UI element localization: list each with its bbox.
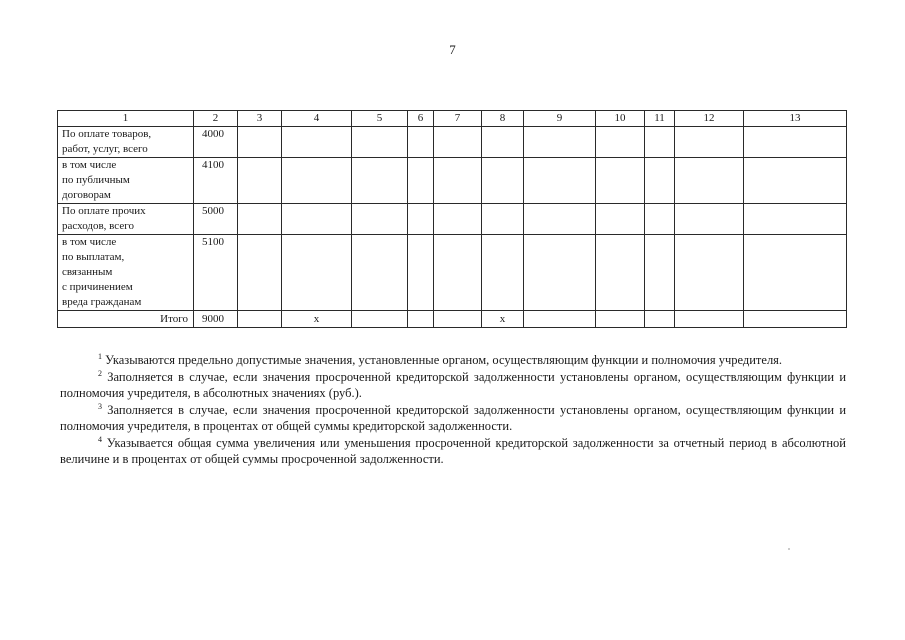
table-cell: [482, 127, 524, 158]
footnote-mark: 1: [98, 352, 102, 361]
row-label-line: в том числе: [62, 159, 117, 171]
scan-speck: [788, 548, 790, 550]
row-label: [58, 204, 194, 235]
table-cell: [744, 127, 847, 158]
table-cell: [238, 127, 282, 158]
table-cell: [596, 235, 645, 311]
table-cell: [434, 311, 482, 328]
table-cell: [238, 204, 282, 235]
row-label: [58, 158, 194, 204]
row-label-line: по выплатам,: [62, 251, 125, 263]
table-cell: [524, 311, 596, 328]
table-cell: [645, 235, 675, 311]
row-label-line: связанным: [62, 266, 113, 278]
row-label-line: работ, услуг, всего: [62, 143, 148, 155]
table-cell: [524, 127, 596, 158]
table-cell: [675, 311, 744, 328]
table-cell: [482, 158, 524, 204]
column-header: 11: [645, 111, 675, 127]
table-cell: [282, 204, 352, 235]
footnote: [60, 352, 846, 369]
table-cell: [352, 311, 408, 328]
table-cell: [434, 127, 482, 158]
column-header: 9: [524, 111, 596, 127]
footnote: [60, 369, 846, 402]
x-mark-cell: х: [282, 311, 352, 328]
row-code: 4000: [194, 127, 238, 158]
table-cell: [675, 127, 744, 158]
row-label-line: в том числе: [62, 236, 117, 248]
row-code: 9000: [194, 311, 238, 328]
table-cell: [744, 235, 847, 311]
row-label-line: договорам: [62, 189, 111, 201]
footnote-text: Заполняется в случае, если значения просроченной кредиторской задолженности установлены органом, осуществляющим функции и полномочия учредителя, в процентах от общей суммы кредиторской задолженности.: [60, 402, 847, 433]
footnote-text: Заполняется в случае, если значения просроченной кредиторской задолженности установлены органом, осуществляющим функции и полномочия учредителя, в абсолютных значениях (руб.).: [60, 369, 847, 400]
table-cell: [434, 158, 482, 204]
footnotes: [60, 352, 846, 468]
table-cell: [744, 204, 847, 235]
table-cell: [352, 127, 408, 158]
table-row: [58, 235, 847, 311]
table-cell: [645, 158, 675, 204]
footnote-text: Указывается общая сумма увеличения или уменьшения просроченной кредиторской задолженности за отчетный период в абсолютной величине и в процентах от общей суммы просроченной задолженности.: [60, 435, 846, 466]
table-cell: [744, 311, 847, 328]
table-cell: [352, 235, 408, 311]
table-cell: [352, 158, 408, 204]
table-row: [58, 158, 847, 204]
row-label: [58, 235, 194, 311]
table-cell: [282, 127, 352, 158]
row-label-line: По оплате прочих: [62, 205, 146, 217]
report-table: [57, 110, 847, 328]
footnote: [60, 435, 846, 468]
table-cell: [524, 158, 596, 204]
table-cell: [434, 204, 482, 235]
table-cell: [482, 235, 524, 311]
table-cell: [352, 204, 408, 235]
table-cell: [434, 235, 482, 311]
footnote: [60, 402, 846, 435]
table-cell: [482, 204, 524, 235]
footnote-mark: 3: [98, 401, 102, 411]
row-code: 5000: [194, 204, 238, 235]
table-cell: [675, 158, 744, 204]
table-row: [58, 127, 847, 158]
table-cell: [645, 204, 675, 235]
row-label-line: по публичным: [62, 174, 130, 186]
table-cell: [408, 127, 434, 158]
footnote-text: Указываются предельно допустимые значения, установленные органом, осуществляющим функции и полномочия учредителя.: [105, 353, 783, 367]
column-header: 2: [194, 111, 238, 127]
table-cell: [645, 311, 675, 328]
x-mark-cell: х: [482, 311, 524, 328]
column-header: 13: [744, 111, 847, 127]
column-header: 4: [282, 111, 352, 127]
header-row: [58, 111, 847, 127]
table-cell: [282, 235, 352, 311]
row-label-line: с причинением: [62, 281, 133, 293]
table-cell: [596, 311, 645, 328]
table-cell: [524, 235, 596, 311]
footnote-mark: 2: [98, 368, 102, 378]
table-cell: [524, 204, 596, 235]
row-code: 4100: [194, 158, 238, 204]
row-label-line: расходов, всего: [62, 220, 134, 232]
table-cell: [408, 204, 434, 235]
table-cell: [675, 204, 744, 235]
table-cell: [744, 158, 847, 204]
column-header: 1: [58, 111, 194, 127]
table-cell: [408, 158, 434, 204]
footnote-mark: 4: [98, 434, 102, 444]
table-cell: [645, 127, 675, 158]
table-cell: [238, 158, 282, 204]
row-label-line: По оплате товаров,: [62, 128, 152, 140]
table-cell: [408, 235, 434, 311]
column-header: 10: [596, 111, 645, 127]
page-number: 7: [449, 42, 456, 57]
total-label: Итого: [58, 311, 194, 328]
row-code: 5100: [194, 235, 238, 311]
column-header: 12: [675, 111, 744, 127]
column-header: 3: [238, 111, 282, 127]
table-cell: [596, 127, 645, 158]
table-cell: [675, 235, 744, 311]
table-row: [58, 204, 847, 235]
table-cell: [238, 311, 282, 328]
row-label: [58, 127, 194, 158]
table-cell: [596, 204, 645, 235]
table-cell: [238, 235, 282, 311]
column-header: 5: [352, 111, 408, 127]
column-header: 7: [434, 111, 482, 127]
table-cell: [282, 158, 352, 204]
table-cell: [408, 311, 434, 328]
column-header: 6: [408, 111, 434, 127]
column-header: 8: [482, 111, 524, 127]
total-row: [58, 311, 847, 328]
row-label-line: вреда гражданам: [62, 296, 142, 308]
table-cell: [596, 158, 645, 204]
